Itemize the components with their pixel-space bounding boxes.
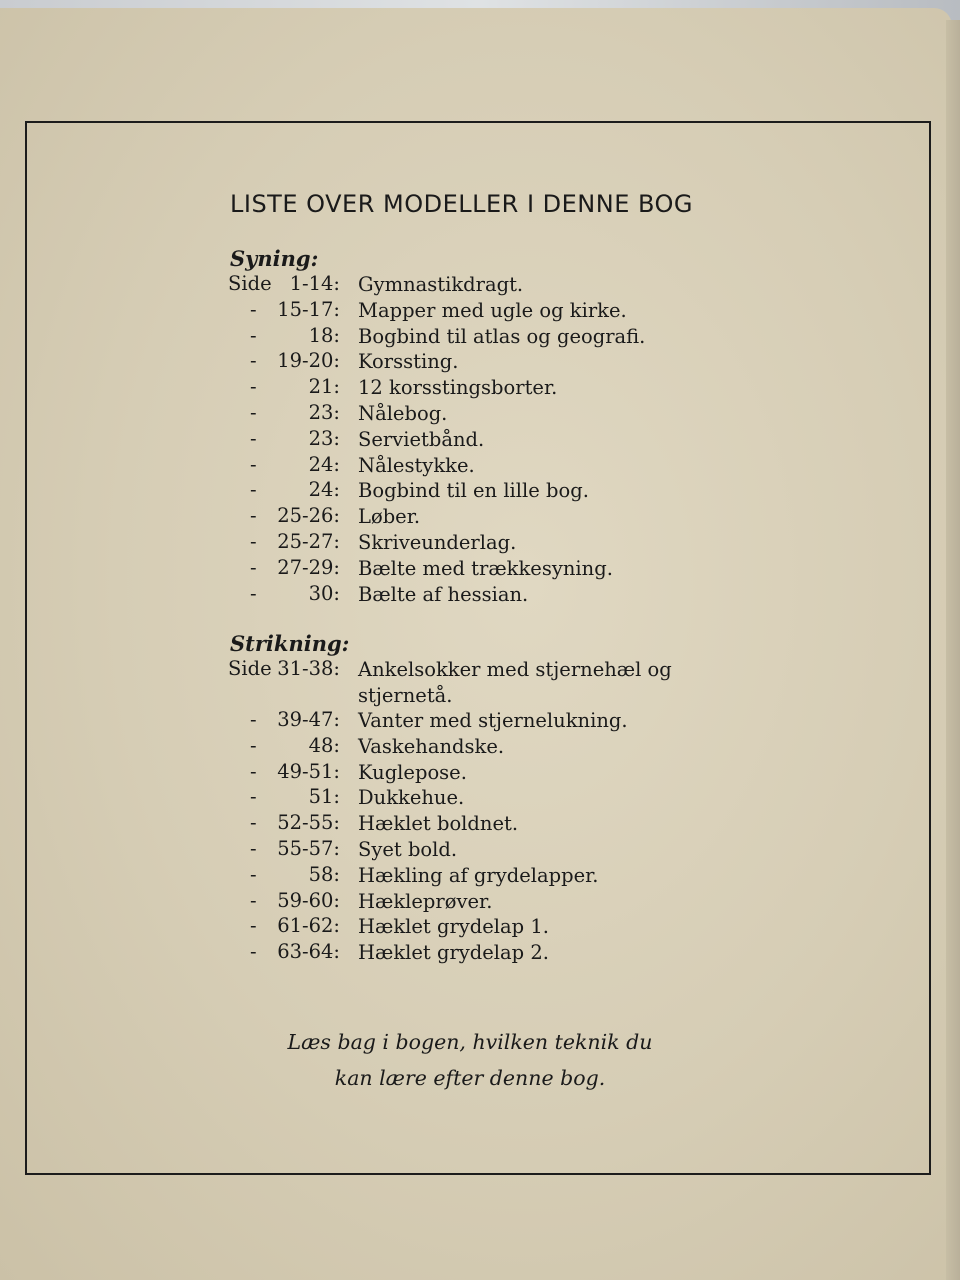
- entry-pages: 31-38:: [277, 657, 340, 680]
- list-item: [226, 708, 746, 734]
- entry-pages: 25-26:: [277, 504, 340, 528]
- list-item: [226, 478, 746, 504]
- entry-pages: 51:: [308, 785, 340, 809]
- entry-text: Bogbind til atlas og geografi.: [358, 324, 646, 348]
- entry-prefix: -: [250, 914, 257, 938]
- entry-prefix: -: [250, 940, 257, 964]
- entry-text: Gymnastikdragt.: [358, 273, 524, 296]
- entry-prefix: -: [250, 862, 257, 886]
- entry-prefix: -: [250, 708, 257, 731]
- entry-prefix: -: [250, 555, 257, 579]
- entry-text: Bælte af hessian.: [358, 582, 529, 606]
- page-title: LISTE OVER MODELLER I DENNE BOG: [230, 190, 694, 218]
- list-item: [226, 272, 746, 298]
- entry-text: Hæklet boldnet.: [358, 812, 519, 836]
- entry-prefix: -: [250, 323, 257, 347]
- list-item: [226, 940, 746, 966]
- entry-prefix: -: [250, 529, 257, 553]
- entry-prefix: -: [250, 581, 257, 605]
- entry-prefix: -: [250, 478, 257, 502]
- entry-pages: 23:: [308, 426, 340, 450]
- list-item: [226, 837, 746, 863]
- entry-pages: 21:: [308, 375, 340, 399]
- footnote-line-1: Læs bag i bogen, hvilken teknik du: [287, 1030, 653, 1054]
- entry-text: Hæklet grydelap 1.: [358, 915, 549, 939]
- entry-prefix: -: [250, 836, 257, 860]
- entry-prefix: -: [250, 888, 257, 912]
- entry-prefix: -: [250, 452, 257, 476]
- entry-text: Ankelsokker med stjernehæl og stjernetå.: [358, 658, 672, 707]
- entry-pages: 59-60:: [277, 888, 340, 912]
- list-item: [226, 863, 746, 889]
- entry-pages: 24:: [308, 478, 340, 502]
- list-item: [226, 401, 746, 427]
- entry-text: Nålebog.: [358, 401, 448, 425]
- list-item: [226, 349, 746, 375]
- entry-text: Korssting.: [358, 350, 459, 374]
- entry-prefix: -: [250, 349, 257, 373]
- list-item: [226, 453, 746, 479]
- entry-pages: 61-62:: [277, 914, 340, 938]
- list-item: [226, 375, 746, 401]
- entry-text: Vaskehandske.: [358, 734, 505, 758]
- list-item: [226, 914, 746, 940]
- entry-text: Nålestykke.: [358, 453, 475, 477]
- list-item: [226, 760, 746, 786]
- entry-pages: 39-47:: [277, 708, 340, 731]
- entry-text: Servietbånd.: [358, 427, 485, 451]
- entry-pages: 15-17:: [277, 297, 340, 321]
- list-item: [226, 657, 746, 708]
- list-item: [226, 785, 746, 811]
- entry-prefix: -: [250, 426, 257, 450]
- entry-pages: 58:: [308, 862, 340, 886]
- entry-pages: 19-20:: [277, 349, 340, 373]
- entry-text: Vanter med stjernelukning.: [358, 709, 628, 732]
- entry-list-strikning: [226, 657, 746, 992]
- entry-prefix: -: [250, 297, 257, 321]
- entry-pages: 55-57:: [277, 836, 340, 860]
- list-item: [226, 966, 746, 992]
- list-item: [226, 734, 746, 760]
- section-heading-strikning: Strikning:: [230, 631, 350, 656]
- list-item: [226, 582, 746, 608]
- entry-pages: 1-14:: [289, 272, 340, 295]
- entry-text: Skriveunderlag.: [358, 530, 517, 554]
- entry-text: Kuglepose.: [358, 760, 467, 784]
- entry-pages: 18:: [308, 323, 340, 347]
- entry-text: Bælte med trækkesyning.: [358, 556, 613, 580]
- entry-pages: 63-64:: [277, 940, 340, 964]
- entry-prefix: -: [250, 811, 257, 835]
- entry-text: 12 korsstingsborter.: [358, 376, 558, 400]
- entry-pages: 27-29:: [277, 555, 340, 579]
- entry-text: Hækleprøver.: [358, 889, 493, 913]
- entry-pages: 49-51:: [277, 759, 340, 783]
- entry-prefix: -: [250, 400, 257, 424]
- entry-list-syning: [226, 272, 746, 607]
- entry-pages: 24:: [308, 452, 340, 476]
- footnote-line-2: kan lære efter denne bog.: [334, 1066, 606, 1090]
- entry-text: Dukkehue.: [358, 786, 465, 810]
- entry-prefix: -: [250, 759, 257, 783]
- page-edge: [946, 20, 960, 1280]
- list-item: [226, 889, 746, 915]
- entry-text: Bogbind til en lille bog.: [358, 479, 589, 503]
- entry-text: Syet bold.: [358, 837, 458, 861]
- list-item: [226, 298, 746, 324]
- entry-pages: 25-27:: [277, 529, 340, 553]
- entry-pages: 52-55:: [277, 811, 340, 835]
- entry-pages: 23:: [308, 400, 340, 424]
- entry-text: Mapper med ugle og kirke.: [358, 298, 627, 322]
- entry-prefix: -: [250, 504, 257, 528]
- list-item: [226, 427, 746, 453]
- entry-prefix: Side: [228, 272, 272, 295]
- entry-prefix: -: [250, 375, 257, 399]
- section-heading-syning: Syning:: [230, 246, 319, 271]
- list-item: [226, 504, 746, 530]
- entry-pages: 30:: [308, 581, 340, 605]
- entry-prefix: -: [250, 733, 257, 757]
- entry-pages: 48:: [308, 733, 340, 757]
- entry-text: Løber.: [358, 505, 421, 529]
- list-item: [226, 811, 746, 837]
- entry-prefix: Side: [228, 657, 272, 680]
- entry-text: Hæklet grydelap 2.: [358, 941, 549, 965]
- list-item: [226, 530, 746, 556]
- entry-text: Hækling af grydelapper.: [358, 863, 599, 887]
- entry-prefix: -: [250, 785, 257, 809]
- list-item: [226, 324, 746, 350]
- list-item: [226, 556, 746, 582]
- footnote: [200, 1024, 740, 1096]
